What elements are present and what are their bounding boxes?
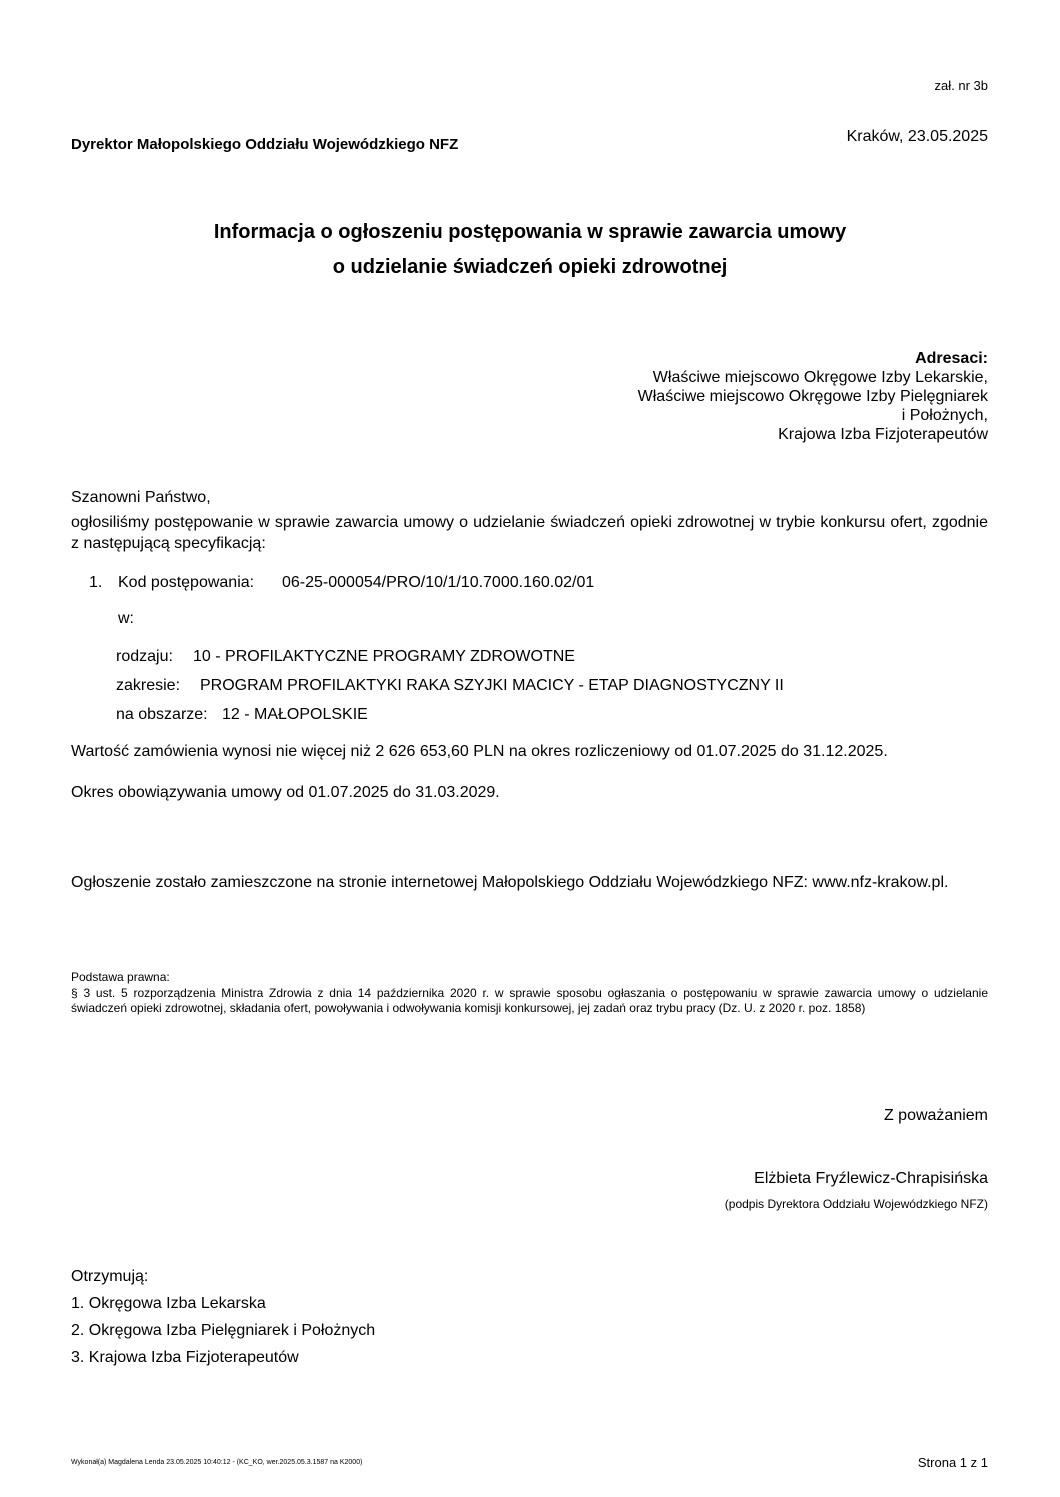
issuer-name: Dyrektor Małopolskiego Oddziału Wojewódzkiego NFZ — [71, 136, 459, 153]
scope-label: zakresie: — [116, 677, 181, 694]
type-label: rodzaju: — [116, 648, 173, 665]
signer-name: Elżbieta Fryźlewicz-Chrapisińska — [754, 1170, 988, 1187]
recipient-item: 2. Okręgowa Izba Pielęgniarek i Położnych — [71, 1322, 376, 1339]
procedure-code-label: Kod postępowania: — [118, 574, 255, 591]
recipients-heading: Otrzymują: — [71, 1268, 149, 1285]
greeting: Szanowni Państwo, — [71, 489, 211, 506]
type-value: 10 - PROFILAKTYCZNE PROGRAMY ZDROWOTNE — [193, 648, 575, 665]
annex-number: zał. nr 3b — [934, 78, 988, 93]
legal-basis-heading: Podstawa prawna: — [71, 970, 170, 984]
scope-value: PROGRAM PROFILAKTYKI RAKA SZYJKI MACICY - ETAP DIAGNOSTYCZNY II — [200, 677, 784, 694]
item-number: 1. — [89, 574, 103, 591]
in-label: w: — [118, 610, 134, 627]
legal-basis-text: § 3 ust. 5 rozporządzenia Ministra Zdrowia z dnia 14 października 2020 r. w sprawie sposobu ogłaszania o postępowaniu w sprawie zawarcia umowy o udzielanie świadczeń opieki zdrowotnej, składania ofert, powoływania i odwoływania komisji konkursowej, jej zadań oraz trybu pracy (Dz. U. z 2020 r. poz. 1858) — [71, 986, 988, 1015]
addressee-line: Właściwe miejscowo Okręgowe Izby Pielęgniarek — [637, 388, 988, 405]
procedure-code-value: 06-25-000054/PRO/10/1/10.7000.160.02/01 — [282, 574, 595, 591]
addressees-heading: Adresaci: — [915, 350, 988, 367]
contract-term-text: Okres obowiązywania umowy od 01.07.2025 do 31.03.2029. — [71, 784, 500, 801]
area-label: na obszarze: — [116, 706, 208, 723]
document-title-line-1: Informacja o ogłoszeniu postępowania w sprawie zawarcia umowy — [213, 221, 847, 243]
document-title-line-2: o udzielanie świadczeń opieki zdrowotnej — [332, 256, 728, 278]
signature-caption: (podpis Dyrektora Oddziału Wojewódzkiego NFZ) — [724, 1197, 988, 1211]
addressee-line: Krajowa Izba Fizjoterapeutów — [778, 426, 988, 443]
prepared-by-footer: Wykonał(a) Magdalena Lenda 23.05.2025 10:40:12 - (KC_KO, wer.2025.05.3.1587 na K2000) — [71, 1459, 363, 1466]
intro-paragraph: ogłosiliśmy postępowanie w sprawie zawarcia umowy o udzielanie świadczeń opieki zdrowotnej w trybie konkursu ofert, zgodnie z następującą specyfikacją: — [71, 514, 988, 552]
recipient-item: 3. Krajowa Izba Fizjoterapeutów — [71, 1349, 299, 1366]
addressee-line: i Położnych, — [901, 407, 988, 424]
page-number: Strona 1 z 1 — [917, 1455, 988, 1470]
addressee-line: Właściwe miejscowo Okręgowe Izby Lekarskie, — [652, 369, 988, 386]
place-and-date: Kraków, 23.05.2025 — [846, 128, 988, 145]
publication-paragraph: Ogłoszenie zostało zamieszczone na stronie internetowej Małopolskiego Oddziału Wojewódzkiego NFZ: www.nfz-krakow.pl. — [71, 874, 949, 891]
contract-value-text: Wartość zamówienia wynosi nie więcej niż 2 626 653,60 PLN na okres rozliczeniowy od 01.07.2025 do 31.12.2025. — [71, 743, 888, 760]
closing-regards: Z poważaniem — [883, 1107, 988, 1124]
recipient-item: 1. Okręgowa Izba Lekarska — [71, 1295, 266, 1312]
area-value: 12 - MAŁOPOLSKIE — [222, 706, 368, 723]
